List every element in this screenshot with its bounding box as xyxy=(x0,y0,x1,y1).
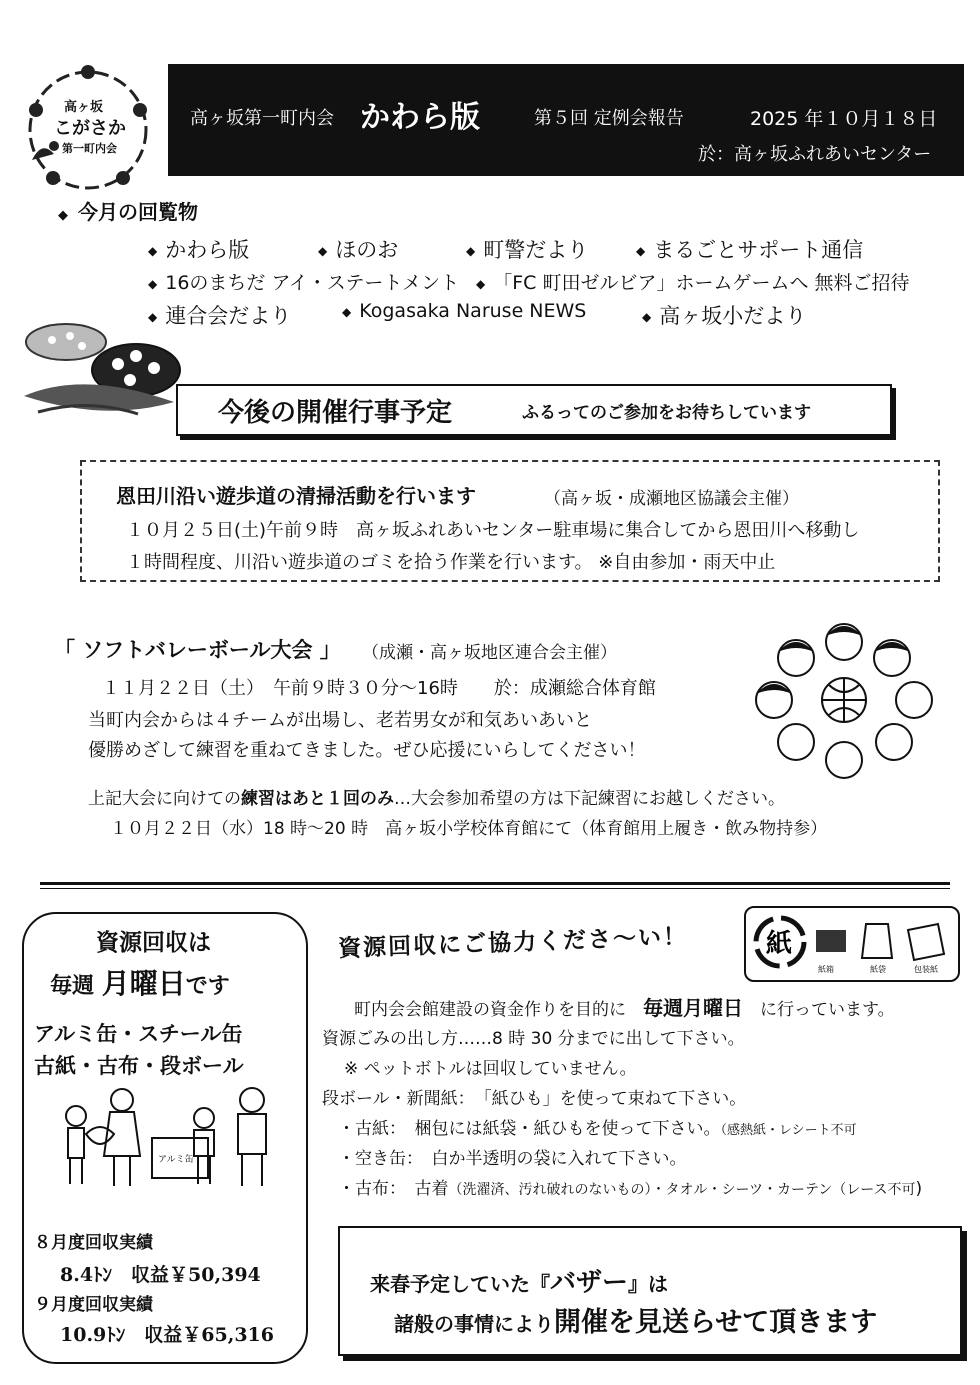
issue-date: 2025 年１０月１８日 xyxy=(750,108,938,130)
cloth-rule-items: ・タオル・シーツ・カーテン（レース不可 xyxy=(651,1182,916,1198)
recycle-cooperation-title: 資源回収にご協力くださ～い！ xyxy=(337,923,689,963)
circular-item xyxy=(636,234,863,264)
newsletter-title: かわら版 xyxy=(360,100,480,135)
meeting-place: 於：高ヶ坂ふれあいセンター xyxy=(698,144,932,165)
cloth-rule-end: ) xyxy=(915,1179,923,1199)
paper-rule-note: （感熱紙・レシート不可 xyxy=(720,1123,857,1138)
volleyball-organizer: （成瀬・高ヶ坂地区連合会主催） xyxy=(362,643,617,663)
decorative-fish-illustration xyxy=(18,312,188,422)
circular-item-label: 16のまちだ アイ・ステートメント xyxy=(165,272,460,294)
paper-rule-main: ・古紙： 梱包には紙袋・紙ひもを使って下さい。 xyxy=(338,1119,721,1139)
diamond-icon: ◆ xyxy=(476,276,486,291)
paper-bag-label: 紙袋 xyxy=(870,965,886,974)
bazaar-line-2-a: 諸般の事情により xyxy=(394,1312,554,1336)
river-cleanup-detail-1: １０月２５日(土)午前９時 高ヶ坂ふれあいセンター駐車場に集合してから恩田川へ移動し xyxy=(126,520,860,541)
diamond-icon: ◆ xyxy=(466,244,476,258)
recycle-heading-2 xyxy=(50,962,230,1002)
river-cleanup-organizer: （高ヶ坂・成瀬地区協議会主催） xyxy=(544,489,799,509)
august-results-value: 8.4ﾄﾝ 収益￥50,394 xyxy=(60,1264,261,1286)
volleyball-detail-2: 優勝めざして練習を重ねてきました。ぜひ応援にいらしてください！ xyxy=(88,740,646,761)
can-box-label: アルミ缶 xyxy=(158,1155,194,1165)
volleyball-title: 「 ソフトバレーボール大会 」 xyxy=(54,638,341,662)
bazaar-line-2 xyxy=(394,1300,877,1339)
circular-item xyxy=(466,234,588,264)
bazaar-notice xyxy=(338,1226,962,1356)
upcoming-events-subtitle: ふるってのご参加をお待ちしています xyxy=(522,403,811,423)
circulars-heading-text: 今月の回覧物 xyxy=(78,200,198,224)
circular-item-label: ほのお xyxy=(335,238,399,262)
header-banner xyxy=(168,64,964,176)
august-results-label: ８月度回収実績 xyxy=(34,1233,153,1253)
recycle-purpose-a: 町内会会館建設の資金作りを目的に xyxy=(354,1000,626,1020)
upcoming-events-header xyxy=(176,384,892,436)
circulars-heading xyxy=(58,196,198,225)
circular-item xyxy=(148,234,249,264)
circular-item-label: 町警だより xyxy=(483,238,589,262)
volleyball-detail-1: 当町内会からは４チームが出場し、老若男女が和気あいあいと xyxy=(88,710,592,731)
cardboard-rule: 段ボール・新聞紙： 「紙ひも」を使って束ねて下さい。 xyxy=(322,1089,747,1109)
circular-item-label: かわら版 xyxy=(165,238,250,262)
recycle-monday: 月曜日 xyxy=(101,967,186,1000)
diamond-icon: ◆ xyxy=(148,276,158,291)
recycle-deadline: 資源ごみの出し方……8 時 30 分までに出して下さい。 xyxy=(322,1029,745,1049)
river-cleanup-notice xyxy=(80,460,940,582)
diamond-icon: ◆ xyxy=(342,304,352,319)
association-logo xyxy=(18,60,158,200)
volleyball-date: １１月２２日（土） 午前９時３０分～16時 於：成瀬総合体育館 xyxy=(102,678,656,699)
circular-item xyxy=(642,300,806,330)
meeting-label: 第５回 定例会報告 xyxy=(534,108,684,129)
practice-note-a: 上記大会に向けての xyxy=(88,789,241,809)
paper-box-label: 紙箱 xyxy=(818,965,834,974)
circular-item xyxy=(342,300,586,322)
org-name: 高ヶ坂第一町内会 xyxy=(190,108,334,129)
circular-item xyxy=(148,268,459,295)
pet-bottle-note: ※ ペットボトルは回収していません。 xyxy=(344,1059,637,1079)
section-divider xyxy=(40,882,950,889)
recycle-purpose-c: に行っています。 xyxy=(760,1000,895,1020)
circular-item-label: Kogasaka Naruse NEWS xyxy=(359,300,587,322)
volleyball-team-illustration xyxy=(744,614,944,784)
circular-item-label: まるごとサポート通信 xyxy=(653,238,864,262)
bazaar-word: バザー xyxy=(550,1268,629,1298)
wrapping-paper-label: 包装紙 xyxy=(914,965,938,974)
paper-rule xyxy=(338,1114,857,1139)
recycle-desu: です xyxy=(185,973,230,999)
upcoming-events-title: 今後の開催行事予定 xyxy=(218,398,453,428)
diamond-icon: ◆ xyxy=(636,244,646,258)
bazaar-cancel-emphasis: 開催を見送らせて頂きます xyxy=(554,1307,878,1338)
bazaar-line-1 xyxy=(370,1262,668,1299)
paper-recycle-mark xyxy=(744,906,960,982)
circular-item-label: 「FC 町田ゼルビア」ホームゲームへ 無料ご招待 xyxy=(493,272,910,294)
cloth-rule-condition: （洗濯済、汚れ破れのないもの） xyxy=(448,1182,652,1198)
practice-note xyxy=(88,784,785,809)
diamond-icon: ◆ xyxy=(318,244,328,258)
recycle-purpose xyxy=(354,992,895,1021)
circular-item-label: 高ヶ坂小だより xyxy=(659,304,807,328)
practice-note-emphasis: 練習はあと１回のみ xyxy=(241,789,394,809)
river-cleanup-detail-2: １時間程度、川沿い遊歩道のゴミを拾う作業を行います。 ※自由参加・雨天中止 xyxy=(126,552,776,573)
practice-schedule: １０月２２日（水）18 時～20 時 高ヶ坂小学校体育館にて（体育館用上履き・飲み物持参） xyxy=(110,819,828,839)
bazaar-line-1-c: 』は xyxy=(628,1272,669,1296)
recycle-purpose-emphasis: 毎週月曜日 xyxy=(643,996,743,1020)
river-cleanup-title: 恩田川沿い遊歩道の清掃活動を行います xyxy=(116,484,476,508)
diamond-icon: ◆ xyxy=(148,310,158,324)
can-rule: ・空き缶： 白か半透明の袋に入れて下さい。 xyxy=(338,1149,687,1169)
cloth-rule-main: ・古布： 古着 xyxy=(338,1179,449,1199)
circular-item-label: 連合会だより xyxy=(165,304,292,328)
logo-text-1: 高ヶ坂 xyxy=(64,100,104,115)
logo-text-2: こがさか xyxy=(54,118,126,139)
bazaar-line-1-a: 来春予定していた『 xyxy=(370,1272,550,1296)
recycle-every-week: 毎週 xyxy=(50,973,95,999)
recycle-items-1: アルミ缶・スチール缶 xyxy=(34,1021,243,1046)
diamond-icon: ◆ xyxy=(148,244,158,258)
recycling-family-illustration xyxy=(54,1082,284,1190)
paper-mark-char: 紙 xyxy=(766,929,793,959)
circular-item xyxy=(476,268,910,295)
recycle-items-2: 古紙・古布・段ボール xyxy=(34,1053,244,1078)
logo-text-3: 第一町内会 xyxy=(62,142,117,155)
diamond-icon: ◆ xyxy=(642,310,652,324)
september-results-value: 10.9ﾄﾝ 収益￥65,316 xyxy=(60,1324,274,1346)
cloth-rule xyxy=(338,1174,922,1199)
circular-item xyxy=(318,234,398,264)
practice-note-c: …大会参加希望の方は下記練習にお越しください。 xyxy=(394,789,785,809)
september-results-label: ９月度回収実績 xyxy=(34,1295,153,1315)
recycle-heading-1: 資源回収は xyxy=(96,929,211,956)
diamond-icon: ◆ xyxy=(58,208,68,223)
